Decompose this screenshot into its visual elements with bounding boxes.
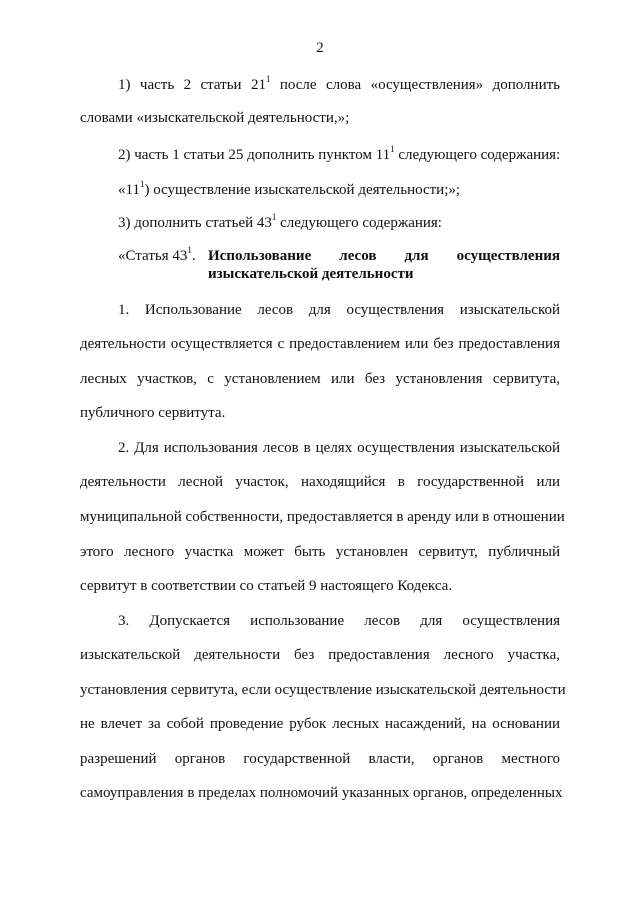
article-title-line1: Использование лесов для осуществления — [208, 248, 560, 264]
paragraph3-line2: изыскательской деятельности без предоставления лесного участка, — [80, 647, 560, 663]
paragraph2-line4: этого лесного участка может быть установлен сервитут, публичный — [80, 544, 560, 560]
paragraph3-line3: установления сервитута, если осуществление изыскательской деятельности — [80, 682, 566, 698]
paragraph2-line3: муниципальной собственности, предоставляется в аренду или в отношении — [80, 509, 565, 525]
page-number: 2 — [316, 40, 324, 56]
paragraph1-line1: 1. Использование лесов для осуществления изыскательской — [118, 302, 560, 318]
paragraph2-line2: деятельности лесной участок, находящийся в государственной или — [80, 474, 560, 490]
paragraph1-line2: деятельности осуществляется с предоставлением или без предоставления — [80, 336, 560, 352]
paragraph3-line4: не влечет за собой проведение рубок лесных насаждений, на основании — [80, 716, 560, 732]
item2-line: 2) часть 1 статьи 25 дополнить пунктом $11^1$ следующего содержания: — [118, 144, 561, 163]
article-label: «Статья $43^1$. — [118, 245, 196, 264]
paragraph3-line5: разрешений органов государственной власти, органов местного — [80, 751, 560, 767]
paragraph1-line4: публичного сервитута. — [80, 405, 226, 421]
article-title-line2: изыскательской деятельности — [208, 266, 414, 282]
paragraph2-line5: сервитут в соответствии со статьей 9 настоящего Кодекса. — [80, 578, 453, 594]
paragraph1-line3: лесных участков, с установлением или без установления сервитута, — [80, 371, 560, 387]
paragraph3-line6: самоуправления в пределах полномочий указанных органов, определенных — [80, 785, 563, 801]
item2-new-point: «$11^1$) осуществление изыскательской деятельности;»; — [118, 179, 461, 198]
item1-line1: 1) часть 2 статьи $21^1$ после слова «осуществления» дополнить — [118, 74, 560, 93]
item1-line2: словами «изыскательской деятельности,»; — [80, 110, 350, 126]
paragraph3-line1: 3. Допускается использование лесов для осуществления — [118, 613, 560, 629]
item3-line: 3) дополнить статьей $43^1$ следующего содержания: — [118, 212, 442, 231]
paragraph2-line1: 2. Для использования лесов в целях осуществления изыскательской — [118, 440, 560, 456]
